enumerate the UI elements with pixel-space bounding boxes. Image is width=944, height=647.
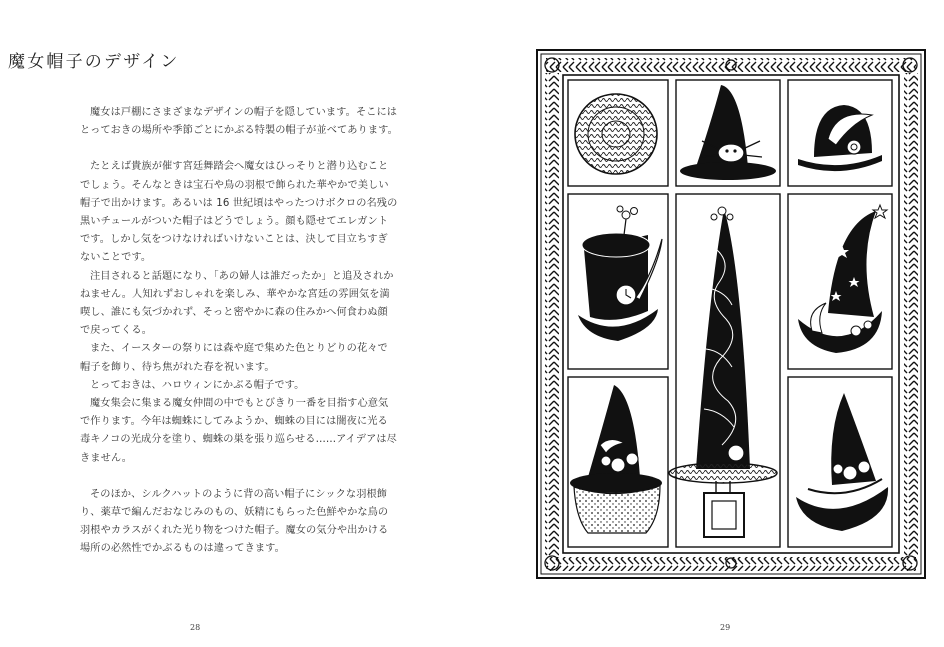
paragraph: また、イースターの祭りには森や庭で集めた色とりどりの花々で帽子を飾り、待ち焦がれた春を祝います。 xyxy=(80,343,388,373)
page-number-right: 29 xyxy=(720,623,731,632)
hat-illustration-plate xyxy=(536,49,926,579)
paragraph: たとえば貴族が催す宮廷舞踏会へ魔女はひっそりと潜り込むことでしょう。そんなときは宝石や鳥の羽根で飾られた華やかで美しい帽子で出かけます。あるいは 16 世紀頃はやったつけボクロの名残の黒いチュールがついた帽子はどうでしょう。顔も隠せてエレガントです。しかし気をつけなければいけないことは、決して目立ちすぎないことです。 xyxy=(80,161,398,264)
paragraph: そのほか、シルクハットのように背の高い帽子にシックな羽根飾り、薬草で編んだおなじみのもの、妖精にもらった色鮮やかな鳥の羽根やカラスがくれた光り物をつけた帽子。魔女の気分や出かける場所の必然性でかぶるものは違ってきます。 xyxy=(80,488,389,555)
page-title: 魔女帽子のデザイン xyxy=(8,52,180,72)
body-text xyxy=(80,104,398,559)
page-number-left: 28 xyxy=(190,623,201,632)
paragraph: とっておきは、ハロウィンにかぶる帽子です。 xyxy=(90,379,305,391)
paragraph: 注目されると話題になり、「あの婦人は誰だったか」と追及されかねません。人知れずおしゃれを楽しみ、華やかな宮廷の雰囲気を満喫し、誰にも気づかれず、そっと密やかに森の住みかへ何食わぬ顔で戻ってくる。 xyxy=(80,270,394,337)
right-page xyxy=(472,0,944,647)
paragraph: 魔女集会に集まる魔女仲間の中でもとびきり一番を目指す心意気で作ります。今年は蜘蛛にしてみようか、蜘蛛の目には闇夜に光る毒キノコの光成分を塗り、蜘蛛の巣を張り巡らせる……アイデアは尽きません。 xyxy=(80,398,397,464)
paragraph: 魔女は戸棚にさまざまなデザインの帽子を隠しています。そこにはとっておきの場所や季節ごとにかぶる特製の帽子が並べてあります。 xyxy=(80,107,398,137)
woven-straw-hat-icon xyxy=(575,94,657,174)
